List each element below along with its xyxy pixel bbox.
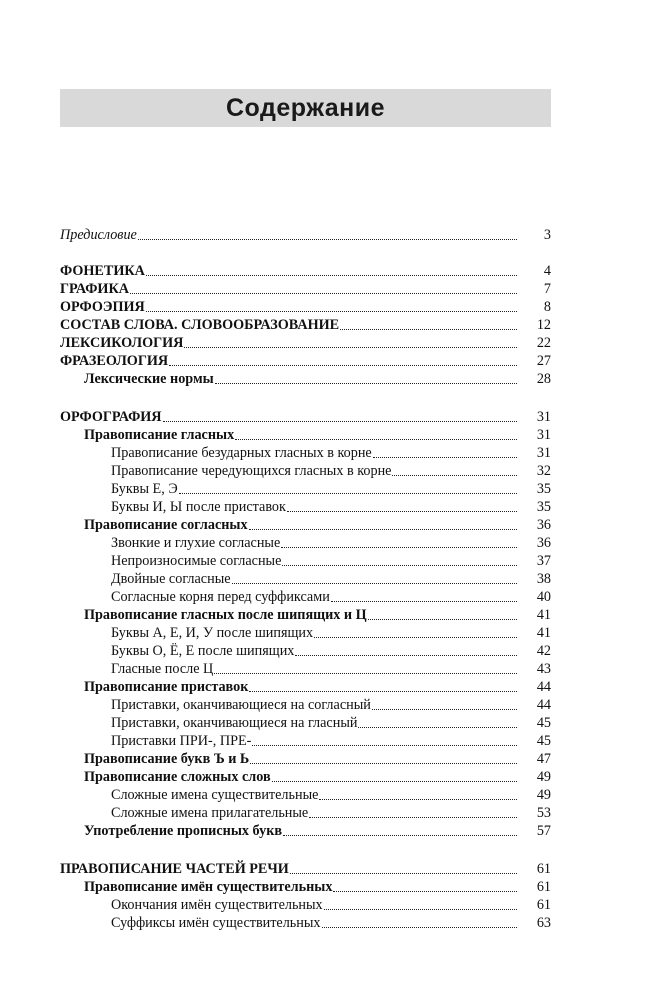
toc-entry-page: 49 bbox=[536, 769, 551, 785]
toc-entry-label: СОСТАВ СЛОВА. СЛОВООБРАЗОВАНИЕ bbox=[60, 317, 340, 333]
toc-entry[interactable] bbox=[60, 732, 551, 750]
toc-entry[interactable] bbox=[60, 334, 551, 352]
dot-leader bbox=[283, 835, 517, 836]
toc-entry-label: ГРАФИКА bbox=[60, 281, 129, 297]
toc-entry-page: 41 bbox=[536, 607, 551, 623]
dot-leader bbox=[358, 727, 517, 728]
toc-entry-page: 28 bbox=[536, 371, 551, 387]
toc-entry-page: 31 bbox=[536, 427, 551, 443]
dot-leader bbox=[232, 583, 517, 584]
toc-entry-page: 35 bbox=[536, 481, 551, 497]
toc-entry[interactable] bbox=[60, 444, 551, 462]
toc-entry-label: Непроизносимые согласные bbox=[111, 553, 282, 569]
dot-leader bbox=[214, 673, 517, 674]
toc-entry-label: Двойные согласные bbox=[111, 571, 231, 587]
toc-entry-label: Правописание гласных после шипящих и Ц bbox=[84, 607, 367, 623]
toc-entry-label: Сложные имена прилагательные bbox=[111, 805, 309, 821]
toc-entry[interactable] bbox=[60, 426, 551, 444]
dot-leader bbox=[138, 239, 517, 240]
toc-entry-page: 63 bbox=[536, 915, 551, 931]
toc-entry-label: ЛЕКСИКОЛОГИЯ bbox=[60, 335, 184, 351]
toc-entry-label: Предисловие bbox=[60, 227, 137, 243]
toc-entry-label: Гласные после Ц bbox=[111, 661, 214, 677]
toc-entry-page: 35 bbox=[536, 499, 551, 515]
toc-entry[interactable] bbox=[60, 678, 551, 696]
toc-entry-page: 8 bbox=[543, 299, 551, 315]
toc-entry-label: Правописание приставок bbox=[84, 679, 249, 695]
dot-leader bbox=[163, 421, 517, 422]
toc-entry-label: ОРФОЭПИЯ bbox=[60, 299, 145, 315]
toc-entry-label: Правописание гласных bbox=[84, 427, 235, 443]
toc-entry[interactable] bbox=[60, 262, 551, 280]
section-gap bbox=[60, 840, 551, 860]
toc-entry-page: 61 bbox=[536, 861, 551, 877]
toc-entry[interactable] bbox=[60, 896, 551, 914]
toc-entry-label: Правописание букв Ъ и Ь bbox=[84, 751, 250, 767]
toc-entry-label: Буквы Е, Э bbox=[111, 481, 178, 497]
toc-entry[interactable] bbox=[60, 534, 551, 552]
section-gap bbox=[60, 388, 551, 408]
toc-entry[interactable] bbox=[60, 408, 551, 426]
dot-leader bbox=[331, 601, 517, 602]
toc-entry-label: Суффиксы имён существительных bbox=[111, 915, 321, 931]
toc-entry-page: 7 bbox=[543, 281, 551, 297]
toc-entry-label: ПРАВОПИСАНИЕ ЧАСТЕЙ РЕЧИ bbox=[60, 861, 289, 877]
toc-entry-label: Буквы О, Ё, Е после шипящих bbox=[111, 643, 295, 659]
toc-entry-page: 45 bbox=[536, 733, 551, 749]
dot-leader bbox=[392, 475, 517, 476]
toc-entry[interactable] bbox=[60, 280, 551, 298]
dot-leader bbox=[272, 781, 517, 782]
toc-entry[interactable] bbox=[60, 516, 551, 534]
dot-leader bbox=[324, 909, 517, 910]
dot-leader bbox=[322, 927, 517, 928]
dot-leader bbox=[215, 383, 517, 384]
toc-entry-page: 44 bbox=[536, 697, 551, 713]
toc-entry-label: ФОНЕТИКА bbox=[60, 263, 145, 279]
toc-entry-label: Буквы И, Ы после приставок bbox=[111, 499, 286, 515]
toc-entry-page: 57 bbox=[536, 823, 551, 839]
toc-entry[interactable] bbox=[60, 298, 551, 316]
toc-entry-label: ОРФОГРАФИЯ bbox=[60, 409, 162, 425]
toc-entry[interactable] bbox=[60, 588, 551, 606]
toc-entry-label: Сложные имена существительные bbox=[111, 787, 319, 803]
toc-entry-label: Правописание сложных слов bbox=[84, 769, 271, 785]
toc-entry[interactable] bbox=[60, 316, 551, 334]
toc-entry[interactable] bbox=[60, 480, 551, 498]
title-banner bbox=[60, 89, 551, 127]
toc-entry-label: Правописание согласных bbox=[84, 517, 248, 533]
toc-entry-page: 43 bbox=[536, 661, 551, 677]
dot-leader bbox=[184, 347, 517, 348]
toc-entry-page: 61 bbox=[536, 897, 551, 913]
toc-entry[interactable] bbox=[60, 660, 551, 678]
dot-leader bbox=[282, 565, 517, 566]
toc-entry-label: Правописание безударных гласных в корне bbox=[111, 445, 372, 461]
dot-leader bbox=[249, 529, 517, 530]
toc-entry-page: 44 bbox=[536, 679, 551, 695]
dot-leader bbox=[372, 709, 517, 710]
toc-entry[interactable] bbox=[60, 552, 551, 570]
dot-leader bbox=[250, 763, 517, 764]
dot-leader bbox=[373, 457, 517, 458]
section-gap bbox=[60, 244, 551, 262]
toc-entry[interactable] bbox=[60, 696, 551, 714]
toc-entry-page: 36 bbox=[536, 535, 551, 551]
toc-entry[interactable] bbox=[60, 606, 551, 624]
toc-entry-page: 37 bbox=[536, 553, 551, 569]
toc-entry[interactable] bbox=[60, 498, 551, 516]
toc-entry-label: Звонкие и глухие согласные bbox=[111, 535, 281, 551]
dot-leader bbox=[130, 293, 517, 294]
toc-entry-label: Приставки ПРИ-, ПРЕ- bbox=[111, 733, 252, 749]
toc-entry-page: 32 bbox=[536, 463, 551, 479]
toc-entry-page: 40 bbox=[536, 589, 551, 605]
dot-leader bbox=[319, 799, 517, 800]
dot-leader bbox=[340, 329, 517, 330]
dot-leader bbox=[169, 365, 517, 366]
toc-entry-label: Буквы А, Е, И, У после шипящих bbox=[111, 625, 314, 641]
toc-entry[interactable] bbox=[60, 370, 551, 388]
toc-entry[interactable] bbox=[60, 570, 551, 588]
dot-leader bbox=[314, 637, 517, 638]
toc-entry[interactable] bbox=[60, 624, 551, 642]
toc-entry-page: 27 bbox=[536, 353, 551, 369]
toc-entry-page: 4 bbox=[543, 263, 551, 279]
toc-entry-page: 31 bbox=[536, 445, 551, 461]
dot-leader bbox=[287, 511, 517, 512]
toc-entry-page: 61 bbox=[536, 879, 551, 895]
toc-entry-label: Согласные корня перед суффиксами bbox=[111, 589, 330, 605]
toc-entry[interactable] bbox=[60, 642, 551, 660]
dot-leader bbox=[146, 311, 517, 312]
toc-entry[interactable] bbox=[60, 462, 551, 480]
dot-leader bbox=[235, 439, 517, 440]
toc-entry-label: Правописание имён существительных bbox=[84, 879, 333, 895]
table-of-contents bbox=[60, 226, 551, 932]
dot-leader bbox=[290, 873, 517, 874]
toc-entry-page: 38 bbox=[536, 571, 551, 587]
toc-entry-page: 42 bbox=[536, 643, 551, 659]
toc-entry-page: 47 bbox=[536, 751, 551, 767]
toc-entry[interactable] bbox=[60, 878, 551, 896]
dot-leader bbox=[368, 619, 517, 620]
toc-entry-label: Правописание чередующихся гласных в корне bbox=[111, 463, 392, 479]
toc-entry[interactable] bbox=[60, 860, 551, 878]
toc-entry-page: 12 bbox=[536, 317, 551, 333]
toc-entry[interactable] bbox=[60, 714, 551, 732]
dot-leader bbox=[179, 493, 517, 494]
dot-leader bbox=[249, 691, 517, 692]
toc-entry[interactable] bbox=[60, 914, 551, 932]
page-title: Содержание bbox=[225, 93, 386, 122]
toc-entry-page: 36 bbox=[536, 517, 551, 533]
toc-entry-page: 3 bbox=[543, 227, 551, 243]
dot-leader bbox=[295, 655, 517, 656]
toc-entry-page: 49 bbox=[536, 787, 551, 803]
toc-entry-label: Окончания имён существительных bbox=[111, 897, 323, 913]
toc-entry[interactable] bbox=[60, 786, 551, 804]
toc-entry-label: ФРАЗЕОЛОГИЯ bbox=[60, 353, 169, 369]
toc-entry[interactable] bbox=[60, 822, 551, 840]
dot-leader bbox=[333, 891, 517, 892]
toc-entry-label: Лексические нормы bbox=[84, 371, 214, 387]
toc-entry-page: 45 bbox=[536, 715, 551, 731]
toc-entry-page: 41 bbox=[536, 625, 551, 641]
toc-entry-page: 31 bbox=[536, 409, 551, 425]
toc-entry[interactable] bbox=[60, 226, 551, 244]
toc-entry-label: Приставки, оканчивающиеся на гласный bbox=[111, 715, 358, 731]
dot-leader bbox=[309, 817, 517, 818]
toc-entry[interactable] bbox=[60, 804, 551, 822]
toc-entry-page: 22 bbox=[536, 335, 551, 351]
toc-entry-label: Употребление прописных букв bbox=[84, 823, 283, 839]
toc-entry-page: 53 bbox=[536, 805, 551, 821]
toc-entry-label: Приставки, оканчивающиеся на согласный bbox=[111, 697, 371, 713]
toc-entry[interactable] bbox=[60, 750, 551, 768]
toc-entry[interactable] bbox=[60, 768, 551, 786]
dot-leader bbox=[281, 547, 517, 548]
dot-leader bbox=[146, 275, 517, 276]
dot-leader bbox=[252, 745, 517, 746]
toc-entry[interactable] bbox=[60, 352, 551, 370]
